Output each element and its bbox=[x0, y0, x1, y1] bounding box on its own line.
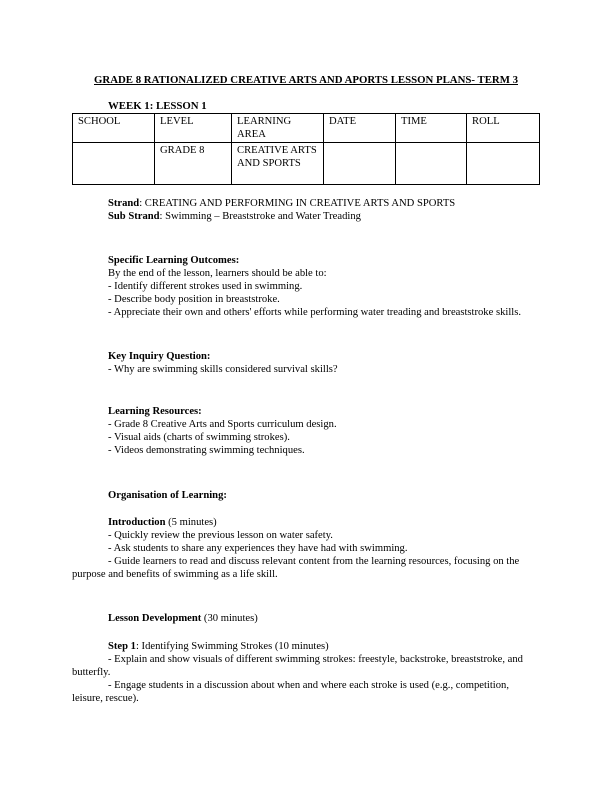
list-item: - Quickly review the previous lesson on water safety. bbox=[108, 530, 333, 541]
introduction-heading bbox=[72, 516, 542, 529]
resources-heading bbox=[108, 405, 578, 418]
introduction-heading-text: Introduction bbox=[108, 517, 166, 528]
outcomes-section bbox=[72, 254, 542, 319]
week-lesson-heading: WEEK 1: LESSON 1 bbox=[108, 100, 207, 112]
resources-heading-text: Learning Resources: bbox=[108, 406, 202, 417]
list-item: - Grade 8 Creative Arts and Sports curriculum design. bbox=[108, 419, 337, 430]
table-header-roll: ROLL bbox=[467, 114, 540, 143]
organisation-section bbox=[72, 489, 578, 502]
list-item: - Explain and show visuals of different swimming strokes: freestyle, backstroke, breaststroke, and butterfly. bbox=[72, 654, 523, 678]
strand-text: : CREATING AND PERFORMING IN CREATIVE ARTS AND SPORTS bbox=[139, 198, 456, 209]
table-header-learning-area: LEARNING AREA bbox=[232, 114, 324, 143]
inquiry-heading-text: Key Inquiry Question: bbox=[108, 351, 211, 362]
outcomes-intro: By the end of the lesson, learners should be able to: bbox=[108, 268, 327, 279]
list-item: - Engage students in a discussion about when and where each stroke is used (e.g., competition, leisure, rescue). bbox=[72, 680, 509, 704]
table-row bbox=[73, 143, 540, 185]
strand-section bbox=[72, 197, 578, 223]
step1-section bbox=[72, 640, 542, 705]
table-cell-date bbox=[324, 143, 396, 185]
table-cell-time bbox=[396, 143, 467, 185]
outcomes-heading bbox=[72, 254, 542, 267]
development-heading bbox=[108, 612, 578, 625]
table-header-time: TIME bbox=[396, 114, 467, 143]
inquiry-heading bbox=[108, 350, 578, 363]
inquiry-section bbox=[72, 350, 578, 376]
outcomes-heading-text: Specific Learning Outcomes: bbox=[108, 255, 240, 266]
step1-text: : Identifying Swimming Strokes (10 minutes) bbox=[135, 641, 329, 652]
strand-label: Strand bbox=[108, 198, 140, 209]
table-cell-learning-area: CREATIVE ARTS AND SPORTS bbox=[232, 143, 324, 185]
table-header-school: SCHOOL bbox=[73, 114, 155, 143]
list-item: - Describe body position in breaststroke. bbox=[108, 294, 280, 305]
table-cell-school bbox=[73, 143, 155, 185]
list-item: - Identify different strokes used in swimming. bbox=[108, 281, 303, 292]
introduction-duration: (5 minutes) bbox=[165, 517, 217, 528]
table-cell-roll bbox=[467, 143, 540, 185]
list-item: - Appreciate their own and others' efforts while performing water treading and breaststroke skills. bbox=[108, 307, 521, 318]
sub-strand-label: Sub Strand bbox=[108, 211, 160, 222]
table-cell-level: GRADE 8 bbox=[155, 143, 232, 185]
lesson-info-table bbox=[72, 113, 540, 185]
strand-line bbox=[108, 197, 578, 210]
sub-strand-text: : Swimming – Breaststroke and Water Treading bbox=[159, 211, 361, 222]
development-duration: (30 minutes) bbox=[201, 613, 258, 624]
step1-heading bbox=[72, 640, 542, 653]
development-section bbox=[72, 612, 578, 625]
list-item: - Ask students to share any experiences they have had with swimming. bbox=[108, 543, 408, 554]
list-item: - Videos demonstrating swimming techniques. bbox=[108, 445, 305, 456]
step1-label: Step 1 bbox=[108, 641, 136, 652]
organisation-heading bbox=[108, 489, 578, 502]
resources-section bbox=[72, 405, 578, 457]
table-header-row bbox=[73, 114, 540, 143]
list-item: - Visual aids (charts of swimming strokes). bbox=[108, 432, 290, 443]
development-heading-text: Lesson Development bbox=[108, 613, 202, 624]
table-header-date: DATE bbox=[324, 114, 396, 143]
introduction-section bbox=[72, 516, 542, 581]
document-title: GRADE 8 RATIONALIZED CREATIVE ARTS AND APORTS LESSON PLANS- TERM 3 bbox=[94, 74, 518, 86]
organisation-heading-text: Organisation of Learning: bbox=[108, 490, 227, 501]
list-item: - Why are swimming skills considered survival skills? bbox=[108, 364, 338, 375]
sub-strand-line bbox=[108, 210, 578, 223]
table-header-level: LEVEL bbox=[155, 114, 232, 143]
list-item: - Guide learners to read and discuss relevant content from the learning resources, focusing on the purpose and benefits of swimming as a life skill. bbox=[72, 556, 520, 580]
